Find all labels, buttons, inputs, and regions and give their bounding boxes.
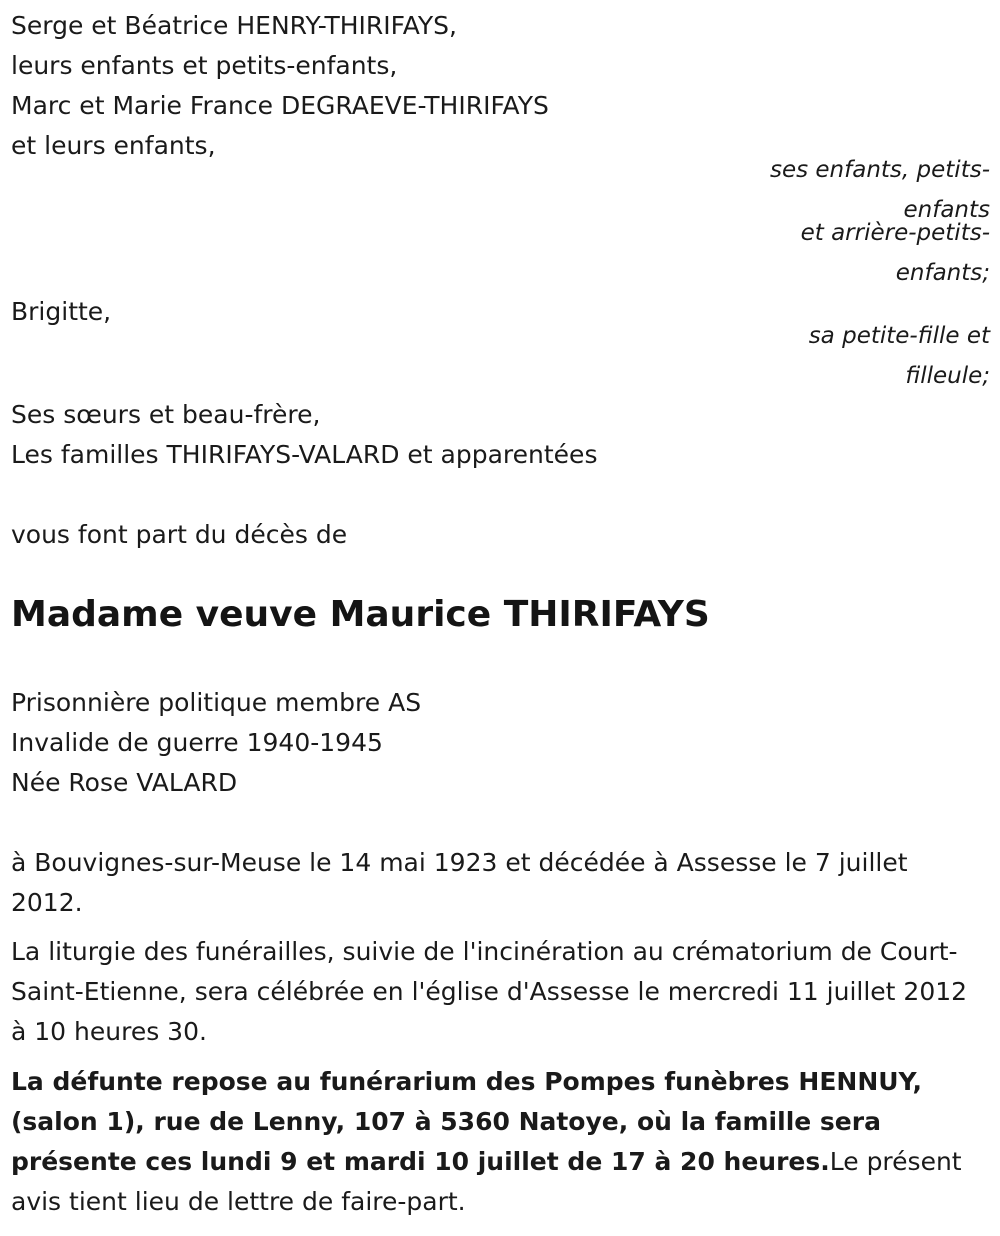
deceased-name-heading: Madame veuve Maurice THIRIFAYS xyxy=(11,594,710,635)
birth-death-paragraph: à Bouvignes-sur-Meuse le 14 mai 1923 et décédée à Assesse le 7 juillet 2012. xyxy=(11,848,908,917)
deceased-detail-3: Née Rose VALARD xyxy=(11,768,238,797)
role-granddaughter-line-1: sa petite-fille et xyxy=(808,323,990,349)
siblings-line: Ses sœurs et beau-frère, xyxy=(11,400,321,429)
granddaughter-name: Brigitte, xyxy=(11,297,112,326)
role-children-line-3: et arrière-petits- xyxy=(800,220,990,246)
role-children-line-1: ses enfants, petits- xyxy=(769,157,990,183)
repose-info-bold: La défunte repose au funérarium des Pompes funèbres HENNUY, (salon 1), rue de Lenny, 107 à 5360 Natoye, où la famille sera présente ces lundi 9 et mardi 10 juillet de 17 à 20 heures. xyxy=(11,1067,922,1176)
deceased-detail-2: Invalide de guerre 1940-1945 xyxy=(11,728,383,757)
family-line-1: Serge et Béatrice HENRY-THIRIFAYS, xyxy=(11,11,457,40)
role-children-line-4: enfants; xyxy=(895,260,990,286)
family-line-4: et leurs enfants, xyxy=(11,131,216,160)
family-line-3: Marc et Marie France DEGRAEVE-THIRIFAYS xyxy=(11,91,549,120)
role-granddaughter-line-2: filleule; xyxy=(905,363,990,389)
role-children-line-2: enfants xyxy=(903,197,990,223)
family-line-2: leurs enfants et petits-enfants, xyxy=(11,51,398,80)
deceased-detail-1: Prisonnière politique membre AS xyxy=(11,688,422,717)
liturgy-paragraph: La liturgie des funérailles, suivie de l'incinération au crématorium de Court-Saint-Etienne, sera célébrée en l'église d'Assesse le mercredi 11 juillet 2012 à 10 heures 30. xyxy=(11,937,968,1046)
repose-paragraph xyxy=(11,1062,986,1222)
closing-note: Le présent avis tient lieu de lettre de faire-part. xyxy=(11,1147,962,1216)
announcement-line: vous font part du décès de xyxy=(11,520,348,549)
families-line: Les familles THIRIFAYS-VALARD et apparentées xyxy=(11,440,598,469)
